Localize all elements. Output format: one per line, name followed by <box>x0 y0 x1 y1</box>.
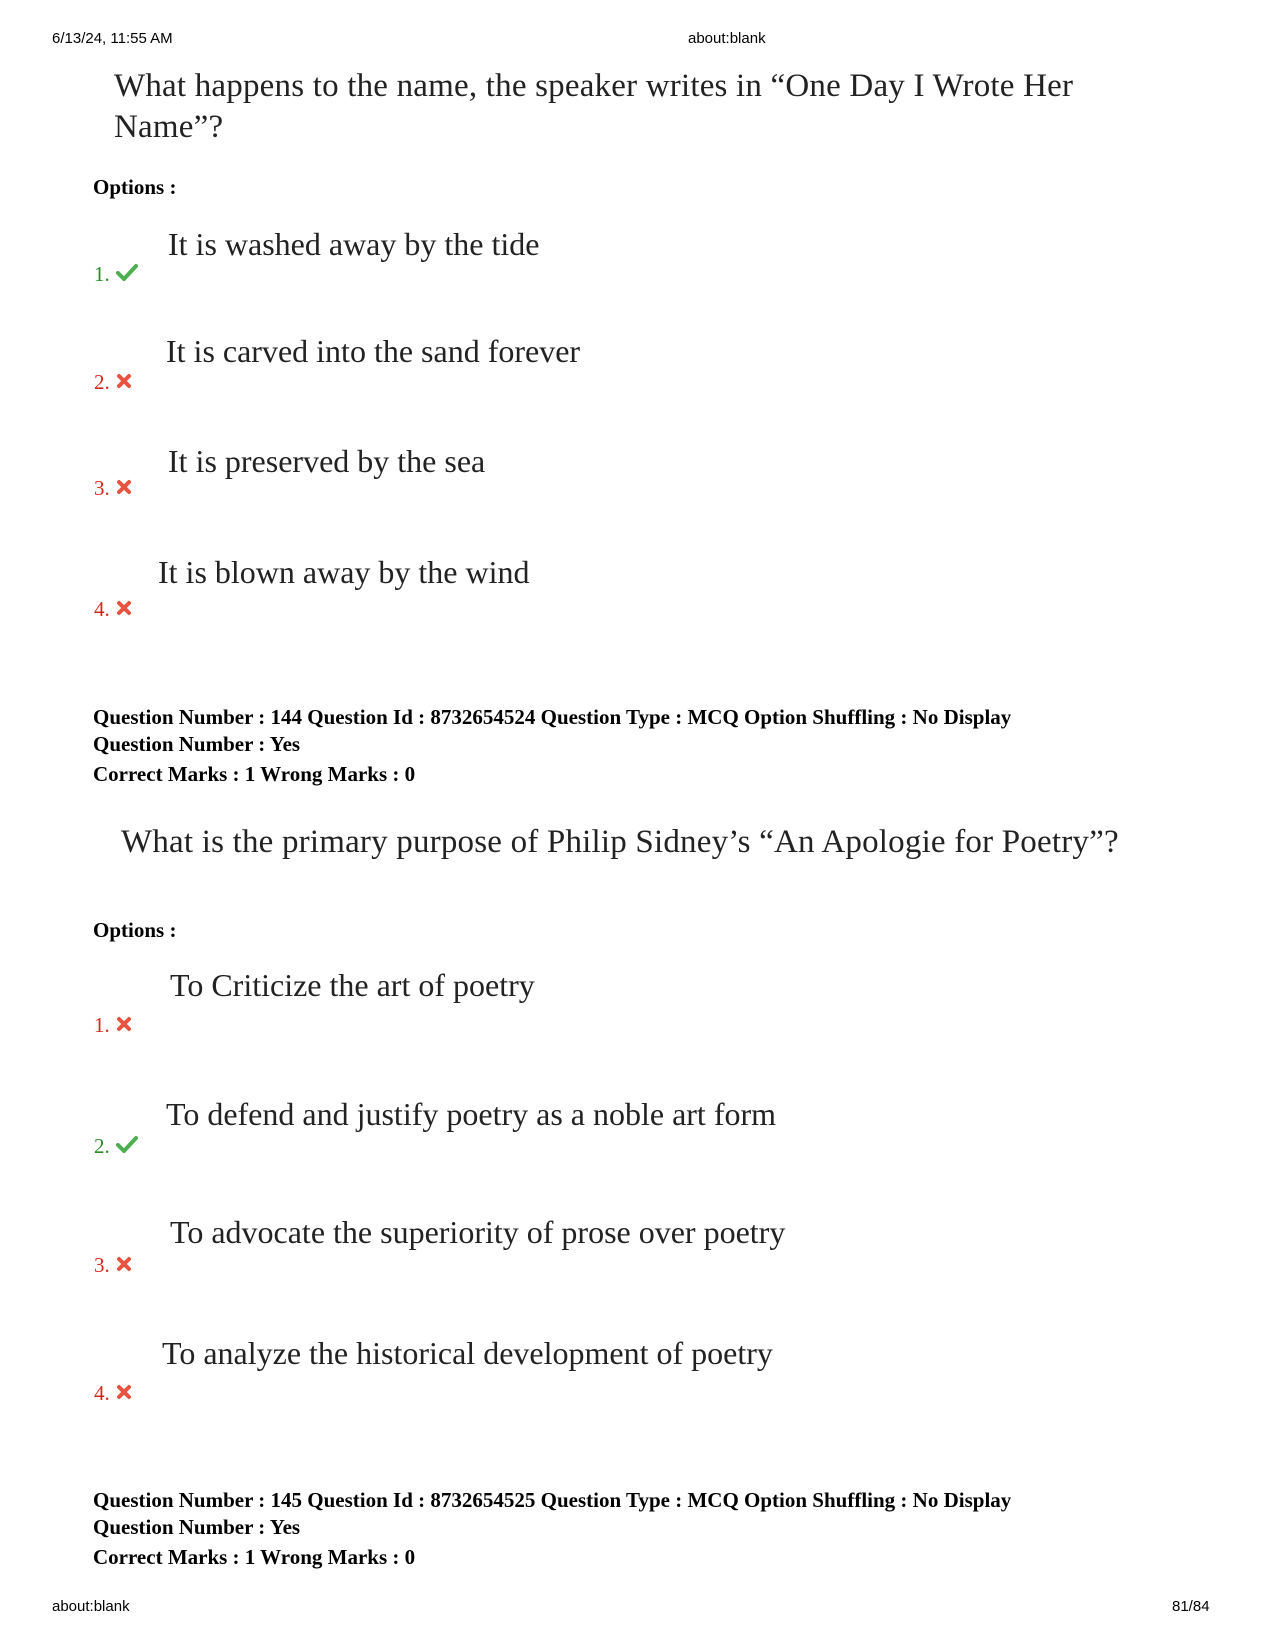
print-datetime: 6/13/24, 11:55 AM <box>52 30 173 47</box>
question-text: What happens to the name, the speaker writes in “One Day I Wrote Her Name”? <box>114 68 1074 145</box>
option-number <box>94 597 132 622</box>
option-text: It is carved into the sand forever <box>166 333 581 369</box>
cross-icon <box>116 476 132 501</box>
option-text: It is blown away by the wind <box>158 554 530 590</box>
option-number-label: 3. <box>94 476 110 500</box>
option-number-label: 2. <box>94 370 110 394</box>
option-text: To analyze the historical development of poetry <box>162 1335 773 1371</box>
option-number <box>94 1134 138 1159</box>
option-number-label: 4. <box>94 597 110 621</box>
option-text: To advocate the superiority of prose over poetry <box>170 1214 786 1250</box>
option-number-label: 4. <box>94 1381 110 1405</box>
question-text: What is the primary purpose of Philip Sidney’s “An Apologie for Poetry”? <box>121 824 1119 860</box>
meta-line: Question Number : 144 Question Id : 8732654524 Question Type : MCQ Option Shuffling : No Display <box>93 705 1012 729</box>
option-number-label: 1. <box>94 1013 110 1037</box>
option-number-label: 1. <box>94 262 110 286</box>
options-label: Options : <box>93 175 177 199</box>
option-number <box>94 370 132 395</box>
option-number <box>94 262 138 287</box>
option-text: It is washed away by the tide <box>168 226 540 262</box>
option-text: It is preserved by the sea <box>168 443 486 479</box>
print-url: about:blank <box>52 1598 130 1615</box>
question-meta <box>93 704 1173 788</box>
meta-line: Question Number : Yes <box>93 732 301 756</box>
option-number-label: 2. <box>94 1134 110 1158</box>
cross-icon <box>116 1381 132 1406</box>
cross-icon <box>116 1013 132 1038</box>
page-number: 81/84 <box>1172 1598 1210 1615</box>
option-number <box>94 476 132 501</box>
option-number <box>94 1013 132 1038</box>
options-label: Options : <box>93 918 177 942</box>
option-text: To Criticize the art of poetry <box>170 967 535 1003</box>
meta-marks: Correct Marks : 1 Wrong Marks : 0 <box>93 762 416 786</box>
cross-icon <box>116 597 132 622</box>
meta-line: Question Number : 145 Question Id : 8732654525 Question Type : MCQ Option Shuffling : No Display <box>93 1488 1012 1512</box>
cross-icon <box>116 1253 132 1278</box>
check-icon <box>116 262 138 287</box>
cross-icon <box>116 370 132 395</box>
check-icon <box>116 1134 138 1159</box>
option-number-label: 3. <box>94 1253 110 1277</box>
question-meta <box>93 1487 1173 1571</box>
meta-marks: Correct Marks : 1 Wrong Marks : 0 <box>93 1545 416 1569</box>
meta-line: Question Number : Yes <box>93 1515 301 1539</box>
option-number <box>94 1381 132 1406</box>
option-number <box>94 1253 132 1278</box>
option-text: To defend and justify poetry as a noble art form <box>166 1096 777 1132</box>
print-title: about:blank <box>688 30 766 47</box>
